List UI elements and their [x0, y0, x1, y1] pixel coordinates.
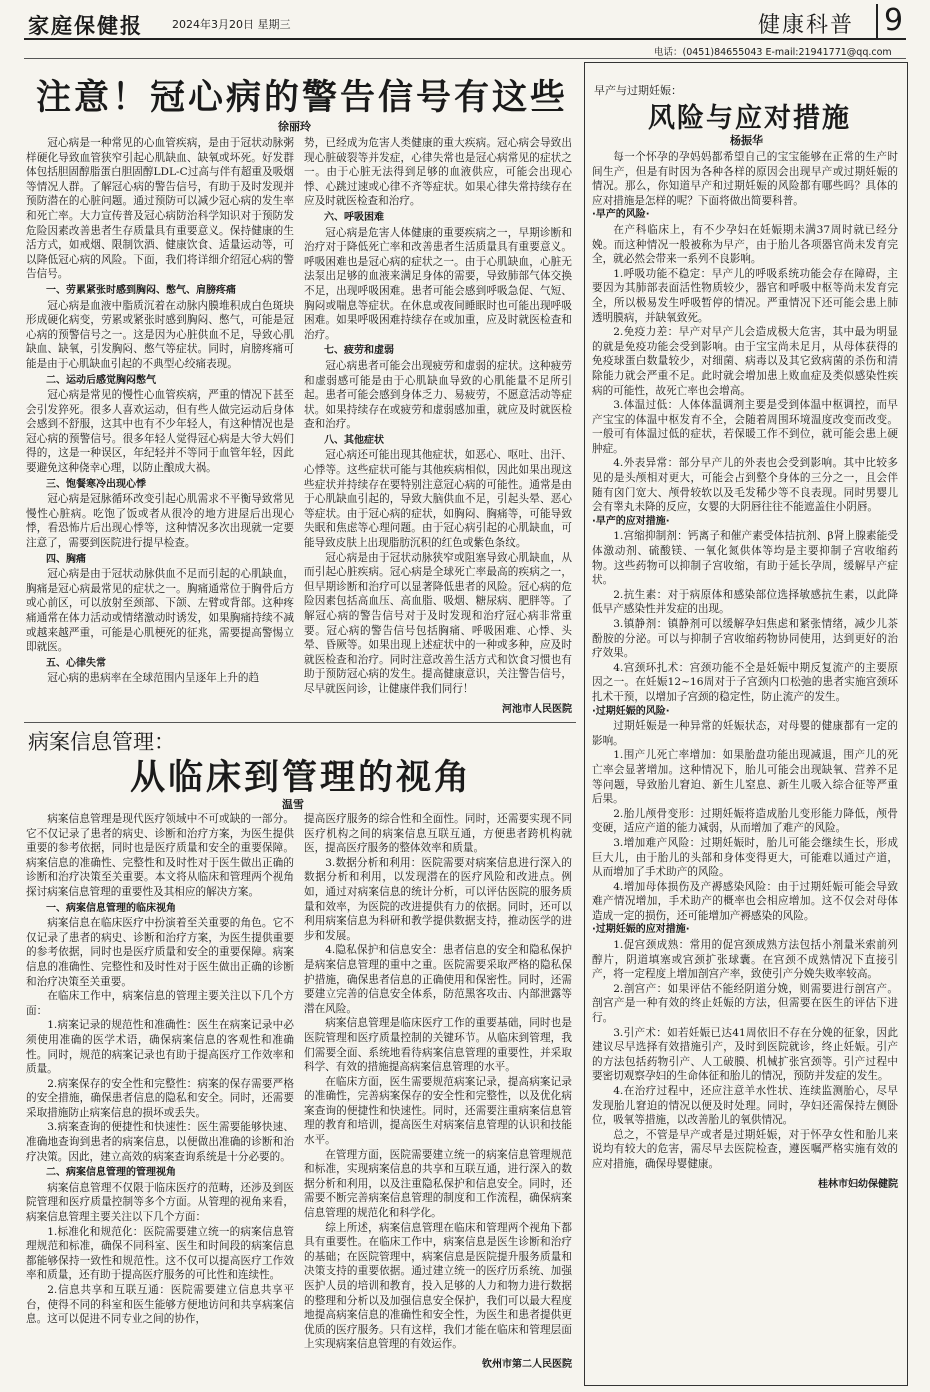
section-heading: 二、运动后感觉胸闷憋气: [46, 374, 156, 386]
paragraph: 2.胎儿颅骨变形：过期妊娠将造成胎儿变形能力降低，颅骨变硬，适应产道的能力减弱，从而增加了难产的风险。: [592, 807, 898, 835]
paragraph: 3.镇静剂：镇静剂可以缓解孕妇焦虑和紧张情绪，减少儿茶酚胺的分泌。可以与抑制子宫收缩药物协同使用，达到更好的治疗效果。: [592, 618, 898, 660]
section-heading: 二、病案信息管理的管理视角: [46, 1167, 176, 1179]
paragraph: 2.信息共享和互联互通：医院需要建立信息共享平台，使得不同的科室和医生能够方便地访问和共享病案信息。这可以促进不同专业之间的协作，: [26, 1284, 294, 1326]
paragraph: 4.在治疗过程中，还应注意羊水性状、连续监测胎心，尽早发现胎儿窘迫的情况以便及时处理。同时，孕妇还需保持左侧卧位，吸氧等措施，以改善胎儿的氧供情况。: [592, 1085, 898, 1127]
article-separator: [24, 722, 576, 723]
section-heading: 五、心律失常: [46, 657, 106, 669]
article3-author: 杨振华: [730, 134, 763, 147]
article2-author: 温雪: [282, 798, 304, 811]
paragraph: 冠心病是危害人体健康的重要疾病之一，早期诊断和治疗对于降低死亡率和改善患者生活质量具有重要意义。呼吸困难也是冠心病的症状之一。由于心肌缺血，心脏无法泵出足够的血液来满足身体的需要，导致肺部气体交换不足，出现呼吸困难。患者可能会感到呼吸急促、气短、胸闷或喘息等症状。在休息或夜间睡眠时也可能出现呼吸困难。如果呼吸困难持续存在或加重，应及时就医检查和治疗。: [304, 226, 572, 341]
paragraph: 病案信息在临床医疗中扮演着至关重要的角色。它不仅记录了患者的病史、诊断和治疗方案，为医生提供重要的参考依据，同时也是医疗质量和安全的重要保障。病案信息的准确性、完整性和及时性对于医生做出正确的诊断和治疗决策至关重要。: [26, 917, 294, 988]
paragraph: 2.病案保存的安全性和完整性：病案的保存需要严格的安全措施，确保患者信息的隐私和安全。同时，还需要采取措施防止病案信息的损坏或丢失。: [26, 1077, 294, 1119]
paragraph: 病案信息管理是现代医疗领域中不可或缺的一部分。它不仅记录了患者的病史、诊断和治疗方案，为医生提供重要的参考依据，同时也是医疗质量和安全的重要保障。病案信息的准确性、完整性和及时性对于医生做出正确的诊断和治疗决策至关重要。本文将从临床和管理两个视角探讨病案信息管理的重要性及其相应的解决方案。: [26, 813, 294, 898]
paragraph: 每一个怀孕的孕妈妈都希望自己的宝宝能够在正常的生产时间生产，但是有时因为各种各样的原因会出现早产或过期妊娠的情况。那么，你知道早产和过期妊娠的风险都有哪些吗？具体的应对措施是怎样的呢？下面将做出简要科普。: [592, 151, 898, 207]
paragraph: 冠心病是由于冠状动脉供血不足而引起的心肌缺血，胸痛是冠心病最常见的症状之一。胸痛通常位于胸骨后方或心前区，可以放射至颈部、下颌、左臂或背部。这种疼痛通常在体力活动或情绪激动时诱发，如果胸痛持续不减或越来越严重，可能是心肌梗死的征兆，需要提高警惕立即就医。: [26, 568, 294, 654]
paragraph: 4.宫颈环扎术：宫颈功能不全是妊娠中期反复流产的主要原因之一。在妊娠12~16周对于子宫颈内口松弛的患者实施宫颈环扎术干预，以增加子宫颈的稳定性，防止流产的发生。: [592, 661, 898, 703]
paragraph: 在临床方面，医生需要规范病案记录，提高病案记录的准确性，完善病案保存的安全性和完整性，以及优化病案查询的便捷性和快速性。同时，还需要注重病案信息管理的教育和培训，提高医生对病案信息管理的认识和技能水平。: [304, 1075, 572, 1147]
page-number: 9: [876, 4, 903, 38]
paragraph: 冠心病患者可能会出现疲劳和虚弱的症状。这种疲劳和虚弱感可能是由于心肌缺血导致的心肌能量不足所引起。患者可能会感到身体乏力、易疲劳，不愿意活动等症状。如果持续存在或疲劳和虚弱感加重，就应及时就医检查和治疗。: [304, 359, 572, 431]
contact-rule: [24, 58, 906, 59]
paragraph: 冠心病是由于冠状动脉狭窄或阻塞导致心肌缺血，从而引起心脏疾病。冠心病是全球死亡率最高的疾病之一，但早期诊断和治疗可以显著降低患者的风险。冠心病的危险因素包括高血压、高血脂、吸烟、糖尿病、肥胖等。了解冠心病的警告信号对于及时发现和治疗冠心病非常重要。冠心病的警告信号包括胸痛、呼吸困难、心悸、头晕、昏厥等。如果出现上述症状中的一种或多种，应及时就医检查和治疗。同时注意改善生活方式和饮食习惯也有助于预防冠心病的发生。提高健康意识，关注警告信号，尽早就医问诊，让健康伴我们同行！: [304, 551, 572, 695]
paragraph: 4.隐私保护和信息安全：患者信息的安全和隐私保护是病案信息管理的重中之重。医院需要采取严格的隐私保护措施，确保患者信息的正确使用和保密性。同时，还需要建立完善的信息安全体系，防范黑客攻击、内部泄露等潜在风险。: [304, 944, 572, 1015]
paragraph: 1.病案记录的规范性和准确性：医生在病案记录中必须使用准确的医学术语，确保病案信息的客观性和准确性。同时，规范的病案记录也有助于提高医疗工作效率和质量。: [26, 1019, 294, 1076]
paragraph: 冠心病是一种常见的心血管疾病，是由于冠状动脉粥样硬化导致血管狭窄引起心肌缺血、缺氧或坏死。好发群体包括胆固醇脂蛋白胆固醇LDL-C过高与伴有超重及吸烟等情况人群。了解冠心病的警告信号，有助于及时发现并预防潜在的心脏问题。通过预防可以减少冠心病的发生率和死亡率。大力宣传普及冠心病防治科学知识对于预防发危险因素改善患者生存质量具有重要意义。保持健康的生活方式，如戒烟、限制饮酒、健康饮食、适量运动等，可以降低冠心病的风险。下面，我们将详细介绍冠心病的警告信号。: [26, 137, 294, 281]
section-name: 健康科普: [758, 13, 855, 38]
subsection-heading: ·过期妊娠的应对措施·: [592, 924, 690, 936]
header-rule: [24, 38, 906, 40]
article-source: 桂林市妇幼保健院: [818, 1178, 898, 1190]
paragraph: 冠心病是血液中脂质沉着在动脉内膜堆积成白色斑块形成硬化病变，劳累或紧张时感到胸闷、憋气，可能是冠心病的预警信号之一。这是因为心脏供血不足，导致心肌缺血、缺氧，引发胸闷、憋气等症状。同时，肩膀疼痛可能是由于心肌缺血引起的不典型心绞痛表现。: [26, 299, 294, 370]
masthead: 家庭保健报: [28, 14, 143, 38]
paragraph: 在管理方面，医院需要建立统一的病案信息管理规范和标准，实现病案信息的共享和互联互通，进行深入的数据分析和利用，以及注重隐私保护和信息安全。同时，还需要不断完善病案信息管理的制度和工作流程，确保病案信息管理的规范化和科学化。: [304, 1148, 572, 1220]
article2-column-2: [304, 812, 572, 1386]
section-heading: 一、劳累紧张时感到胸闷、憋气、肩膀疼痛: [46, 284, 236, 296]
article2-kicker: 病案信息管理：: [28, 730, 175, 754]
paragraph: 过期妊娠是一种异常的妊娠状态，对母婴的健康都有一定的影响。: [592, 720, 898, 747]
paragraph: 在临床工作中，病案信息的管理主要关注以下几个方面：: [26, 990, 294, 1017]
paragraph: 病案信息管理不仅限于临床医疗的范畴，还涉及到医院管理和医疗质量控制等多个方面。从管理的视角来看，病案信息管理主要关注以下几个方面：: [26, 1181, 294, 1224]
subsection-heading: ·早产的应对措施·: [592, 515, 670, 527]
article2-title: 从临床到管理的视角: [130, 757, 473, 798]
article1-column-1: [26, 136, 294, 720]
paragraph: 冠心病是常见的慢性心血管疾病，严重的情况下甚至会引发猝死。很多人喜欢运动，但有些人做完运动后身体会感到不舒服，这其中也有不少年轻人，有这种情况也是冠心病的预警信号。很多年轻人觉得冠心病是大爷大妈们得的，这是一种误区，年纪轻并不等同于血管年轻，因此要避免这种侥幸心理，以防止酿成大祸。: [26, 389, 294, 475]
paragraph: 冠心病还可能出现其他症状，如恶心、呕吐、出汗、心悸等。这些症状可能与其他疾病相似，因此如果出现这些症状并持续存在要特别注意冠心病的可能性。通常是由于心肌缺血引起的，导致大脑供血不足，引起头晕、恶心等症状。由于冠心病的症状，如胸闷、胸痛等，可能导致失眠和焦虑等心理问题。由于冠心病引起的心肌缺血，可能导致皮肤上出现脂肪沉积的红色或紫色条纹。: [304, 449, 572, 550]
paragraph: 2.免疫力差：早产对早产儿会造成极大危害，其中最为明显的就是免疫功能会受到影响。由于宝宝尚未足月，从母体获得的免疫球蛋白数量较少，对细菌、病毒以及其它致病菌的杀伤和清除能力就会严重不足。此时就会增加患上败血症及类似感染性疾病的可能性，故死亡率也会增高。: [592, 326, 898, 397]
issue-date: 2024年3月20日 星期三: [172, 18, 291, 31]
paragraph: 冠心病的患病率在全球范围内呈逐年上升的趋: [47, 672, 260, 685]
article3-kicker: 早产与过期妊娠：: [594, 84, 682, 97]
section-heading: 一、病案信息管理的临床视角: [46, 902, 176, 914]
article1-column-2: [304, 136, 572, 720]
paragraph: 势，已经成为危害人类健康的重大疾病。冠心病会导致出现心脏破裂等并发症，心律失常也是冠心病常见的症状之一。由于心脏无法得到足够的血液供应，可能会出现心悸、心跳过速或心律不齐等症状。如果心律失常持续存在应及时就医检查和治疗。: [304, 137, 572, 208]
paragraph: 2.剖宫产：如果评估不能经阴道分娩，则需要进行剖宫产。剖宫产是一种有效的终止妊娠的方法，但需要在医生的评估下进行。: [592, 982, 898, 1025]
paragraph: 3.引产术：如若妊娠已达41周依旧不存在分娩的征象，因此建议尽早选择有效措施引产，及时到医院就诊，终止妊娠。引产的方法包括药物引产、人工破膜、机械扩张宫颈等。引产过程中要密切观察孕妇的生命体征和胎儿的情况，预防并发症的发生。: [592, 1026, 898, 1083]
paragraph: 4.增加母体损伤及产褥感染风险：由于过期妊娠可能会导致难产情况增加，手术助产的概率也会相应增加。这不仅会对母体造成一定的损伤，还可能增加产褥感染的风险。: [592, 880, 898, 922]
article1-author: 徐丽玲: [278, 120, 311, 133]
subsection-heading: ·过期妊娠的风险·: [592, 705, 670, 717]
paragraph: 1.呼吸功能不稳定：早产儿的呼吸系统功能会存在障碍，主要因为其肺部表面活性物质较少，器官和呼吸中枢等尚未发育完全，所以极易发生呼吸暂停的情况。严重情况下还可能会患上肺透明膜病，并缺氧致死。: [592, 267, 898, 324]
article-source: 河池市人民医院: [502, 703, 572, 715]
paragraph: 3.增加难产风险：过期妊娠时，胎儿可能会继续生长，形成巨大儿，由于胎儿的头部和身体变得更大，可能难以通过产道，从而增加了手术助产的风险。: [592, 836, 898, 879]
paragraph: 提高医疗服务的综合性和全面性。同时，还需要实现不同医疗机构之间的病案信息互联互通，方便患者跨机构就医，提高医疗服务的整体效率和质量。: [304, 813, 572, 855]
subsection-heading: ·早产的风险·: [592, 209, 650, 221]
paragraph: 4.外表异常：部分早产儿的外表也会受到影响。其中比较多见的是头颅相对更大，可能会占到整个身体的三分之一，且会伴随有囟门宽大、颅骨较软以及毛发稀少等不良表现。同时男婴儿会有睾丸未降的反应，女婴的大阴唇往往不能遮盖住小阴唇。: [592, 457, 898, 514]
section-heading: 三、饱餐寒冷出现心悸: [46, 478, 146, 490]
paragraph: 3.病案查询的便捷性和快速性：医生需要能够快速、准确地查询到患者的病案信息，以便做出准确的诊断和治疗决策。因此，建立高效的病案查询系统是十分必要的。: [26, 1121, 294, 1163]
paragraph: 1.促宫颈成熟：常用的促宫颈成熟方法包括小剂量米索前列醇片，阴道填塞或宫颈扩张球囊。在宫颈不成熟情况下直接引产，将一定程度上增加剖宫产率，致使引产分娩失败率较高。: [592, 939, 898, 981]
section-heading: 六、呼吸困难: [324, 211, 384, 223]
paragraph: 3.体温过低：人体体温调剂主要是受到体温中枢调控，而早产宝宝的体温中枢发育不全，会随着周围环境温度改变而改变。一般可有体温过低的症状，若保暖工作不到位，就可能会患上硬肿症。: [592, 399, 898, 455]
paragraph: 冠心病是冠脉循环改变引起心肌需求不平衡导致常见慢性心脏病。吃饱了饭或者从很冷的地方进屋后出现心悸，看恐怖片后出现心悸等，这种情况多次出现就一定要注意了，需要到医院进行提早检查。: [26, 493, 294, 550]
article2-column-1: [26, 812, 294, 1386]
article3-title: 风险与应对措施: [648, 103, 851, 134]
paragraph: 病案信息管理是临床医疗工作的重要基础，同时也是医院管理和医疗质量控制的关键环节。从临床到管理，我们需要全面、系统地看待病案信息管理的重要性，并采取科学、有效的措施提高病案信息管理的水平。: [304, 1017, 572, 1074]
article-source: 钦州市第二人民医院: [482, 1358, 572, 1370]
contact-line: 电话：(0451)84655043 E-mail:21941771@qq.com: [654, 47, 892, 58]
section-heading: 七、疲劳和虚弱: [324, 345, 394, 357]
paragraph: 在产科临床上，有不少孕妇在妊娠期未满37周时就已经分娩。而这种情况一般被称为早产，由于胎儿各项器官尚未发育完全，就必然会带来一系列不良影响。: [592, 223, 898, 266]
section-heading: 四、胸痛: [46, 553, 86, 565]
paragraph: 综上所述，病案信息管理在临床和管理两个视角下都具有重要性。在临床工作中，病案信息是医生诊断和治疗的基础；在医院管理中，病案信息是医院提升服务质量和决策支持的重要依据。通过建立统一的医疗历系统、加强医护人员的培训和教育，投入足够的人力和物力进行数据的整理和分析以及加强信息安全保护，我们可以最大程度地提高病案信息的准确性和安全性，为医生和患者提供更优质的医疗服务。只有这样，我们才能在临床和管理层面上实现病案信息管理的有效运作。: [304, 1221, 572, 1351]
article3-body: [592, 150, 898, 1378]
paragraph: 2.抗生素：对于病原体和感染部位选择敏感抗生素，以此降低早产感染性并发症的出现。: [592, 588, 898, 616]
section-heading: 八、其他症状: [324, 434, 384, 446]
article1-title: 注意！冠心病的警告信号有这些: [36, 77, 569, 118]
paragraph: 3.数据分析和利用：医院需要对病案信息进行深入的数据分析和利用，以发现潜在的医疗风险和改进点。例如，通过对病案信息的统计分析，可以评估医院的服务质量和效率，为医院的改进提供有力的依据。同时，还可以利用病案信息为科研和教学提供数据支持，推动医学的进步和发展。: [304, 856, 572, 942]
paragraph: 1.围产儿死亡率增加：如果胎盘功能出现减退，围产儿的死亡率会显著增加。这种情况下，胎儿可能会出现缺氧、营养不足等问题，导致胎儿窘迫、新生儿窒息、新生儿吸入综合征等严重后果。: [592, 749, 898, 806]
paragraph: 总之，不管是早产或者是过期妊娠，对于怀孕女性和胎儿来说均有较大的危害，需尽早去医院检查，遵医嘱严格实施有效的应对措施，确保母婴健康。: [592, 1128, 898, 1170]
paragraph: 1.宫缩抑制剂：钙离子和催产素受体拮抗剂、β肾上腺素能受体激动剂、硫酸镁、一氧化氮供体等均是主要抑制子宫收缩药物。这些药物可以抑制子宫收缩，有助于延长孕周，缓解早产症状。: [592, 530, 898, 587]
paragraph: 1.标准化和规范化：医院需要建立统一的病案信息管理规范和标准，确保不同科室、医生和时间段的病案信息都能够保持一致性和规范性。这不仅可以提高医疗工作效率和质量，还有助于提高医疗服务的可比性和连续性。: [26, 1225, 294, 1282]
